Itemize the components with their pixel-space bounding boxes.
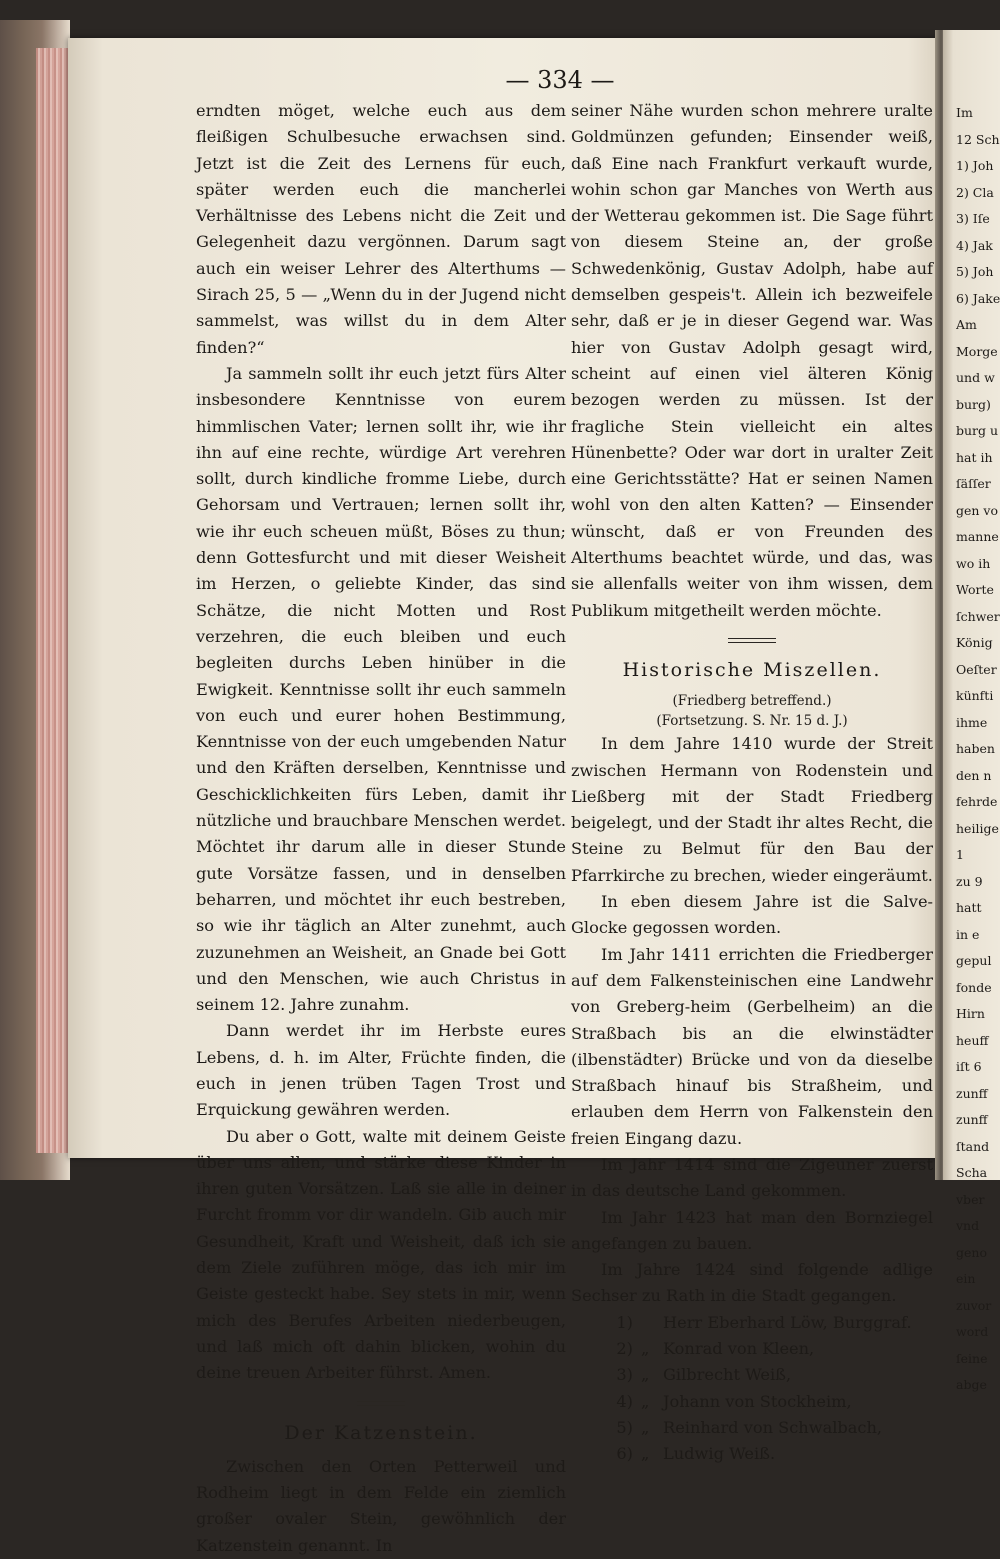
fragment-line: und w (956, 370, 995, 385)
fragment-line: fonde (956, 979, 992, 995)
fragment-line: Scha (956, 1165, 988, 1180)
section-heading: Der Katzenstein. (284, 1421, 478, 1444)
fragment-line: heilige (956, 820, 999, 836)
fragment-line: word (956, 1324, 989, 1339)
fragment-line: ihme (956, 714, 988, 730)
paragraph: In eben diesem Jahre ist die Salve-Glocke gegossen worden. (571, 892, 933, 938)
ditto-mark: „ (641, 1444, 650, 1464)
name-list (571, 1310, 933, 1468)
fragment-line: abge (956, 1377, 987, 1392)
fragment-line: vber (956, 1191, 985, 1207)
list-item (571, 1389, 933, 1415)
list-text: Johann von Stockheim, (663, 1391, 852, 1411)
list-item (571, 1415, 933, 1441)
list-number: 5) (616, 1417, 633, 1437)
fragment-line: manne (956, 529, 999, 544)
paragraph: Im Jahr 1423 hat man den Bornziegel angefangen zu bauen. (571, 1207, 933, 1253)
paragraph: Dann werdet ihr im Herbste eures Lebens, d. h. im Alter, Früchte finden, die euch in jenen trüben Tagen Trost und Erquickung gewähren werden. (196, 1021, 566, 1120)
fragment-line: geno (956, 1244, 987, 1260)
list-number: 6) (616, 1444, 633, 1464)
fragment-line: 6) Jake (956, 290, 1000, 306)
paragraph: Im Jahr 1411 errichten die Friedberger auf dem Falkensteinischen eine Landwehr von Greberg-heim (Gerbelheim) an die Straßbach bis an die elwinstädter (ilbenstädter) Brücke und von da dieselbe Straßbach hinauf bis Straßheim, und erlauben dem Herrn von Falkenstein den freien Eingang dazu. (571, 944, 933, 1148)
fragment-line: Worte (956, 582, 994, 597)
fragment-line: 5) Joh (956, 264, 994, 279)
fragment-line: künfti (956, 688, 994, 703)
list-text: Herr Eberhard Löw, Burggraf. (663, 1312, 912, 1332)
fragment-line: hatt (956, 900, 982, 915)
list-item (571, 1441, 933, 1467)
paragraph: seiner Nähe wurden schon mehrere uralte Goldmünzen gefunden; Einsender weiß, daß Eine nach Frankfurt verkauft wurde, wohin schon gar Manches von Werth aus der Wetterau gekommen ist. Die Sage führt von diesem Steine an, der große Schwedenkönig, Gustav Adolph, habe auf demselben gespeis't. Allein ich bezweifele sehr, daß er je in dieser Gegend war. Was hier von Gustav Adolph gesagt wird, scheint auf einen viel älteren König bezogen werden zu müssen. Ist der fragliche Stein vielleicht ein altes Hünenbette? Oder war dort in uralter Zeit eine Gerichtsstätte? Hat er seinen Namen wohl von den alten Katten? — Einsender wünscht, daß er von Freunden des Alterthums beachtet würde, und das, was sie allenfalls weiter von ihm wissen, dem Publikum mitgetheilt werden möchte. (571, 101, 933, 620)
fragment-line: ein (956, 1271, 976, 1286)
fragment-line: heuff (956, 1032, 989, 1048)
list-text: Gilbrecht Weiß, (663, 1365, 792, 1385)
ditto-mark: „ (641, 1339, 650, 1359)
section-subtitle: (Friedberg betreffend.) (672, 693, 832, 710)
paragraph: In dem Jahre 1410 wurde der Streit zwischen Hermann von Rodenstein und Ließberg mit der Stadt Friedberg beigelegt, und der Stadt ihr altes Recht, die Steine zu Belmut für den Bau der Pfarrkirche zu brechen, wieder eingeräumt. (571, 734, 933, 885)
fragment-line: gepul (956, 953, 992, 968)
paragraph: Du aber o Gott, walte mit deinem Geiste über uns allen, und stärke diese Kinder in ihren guten Vorsätzen. Laß sie alle in deiner Furcht fromm vor dir wandeln. Gib auch mir Gesundheit, Kraft und Weisheit, daß ich sie dem Ziele zuführen möge, das ich mir im Geiste gesteckt habe. Sey stets in mir, wenn mich des Berufes Arbeiten niederbeugen, und laß mich oft dahin blicken, wohin du deine treuen Arbeiter führst. Amen. (196, 1126, 566, 1383)
fragment-line: zunff (956, 1112, 988, 1127)
fragment-line: Oeſter (956, 661, 997, 677)
ditto-mark: „ (641, 1391, 650, 1411)
fragment-line: 12 Sch (956, 131, 1000, 147)
ditto-mark: „ (641, 1417, 650, 1437)
fragment-line: 1) Joh (956, 158, 994, 173)
list-text: Reinhard von Schwalbach, (663, 1417, 883, 1437)
fragment-line: ſtand (956, 1138, 990, 1154)
fragment-line: burg) (956, 396, 991, 412)
fragment-line: Morge (956, 343, 998, 359)
section-divider (728, 638, 776, 643)
ditto-mark: „ (641, 1365, 650, 1385)
fragment-line: hat ih (956, 449, 993, 465)
paragraph: Ja sammeln sollt ihr euch jetzt fürs Alter insbesondere Kenntnisse von eurem himmlischen Vater; lernen sollt ihr, wie ihr ihn auf eine rechte, würdige Art verehren sollt, durch kindliche fromme Liebe, durch Gehorsam und Vertrauen; lernen sollt ihr, wie ihr euch scheuen müßt, Böses zu thun; denn Gottesfurcht und mit dieser Weisheit im Herzen, o geliebte Kinder, das sind Schätze, die nicht Motten und Rost verzehren, die euch bleiben und euch begleiten durchs Leben hinüber in die Ewigkeit. Kenntnisse sollt ihr euch sammeln von euch und eurer hohen Bestimmung, Kenntnisse von der euch umgebenden Natur und den Kräften derselben, Kenntnisse und Geschicklichkeiten fürs Leben, damit ihr nützliche und brauchbare Menschen werdet. Möchtet ihr darum alle in dieser Stunde gute Vorsätze fassen, und in denselben beharren, und möchtet ihr euch bestreben, so wie ihr täglich an Alter zunehmt, auch zuzunehmen an Weisheit, an Gnade bei Gott und den Menschen, wie auch Christus in seinem 12. Jahre zunahm. (196, 363, 566, 1015)
list-text: Konrad von Kleen, (663, 1339, 815, 1359)
page-number: — 334 — (505, 66, 615, 94)
fragment-line: 2) Cla (956, 184, 994, 200)
paragraph: Zwischen den Orten Petterweil und Rodheim liegt in dem Felde ein ziemlich großer ovaler Stein, gewöhnlich der Katzenstein genannt. In (196, 1456, 566, 1555)
right-column (571, 98, 933, 1468)
section-divider (357, 1401, 405, 1406)
fragment-line: iſt 6 (956, 1059, 982, 1074)
fragment-line: den n (956, 767, 992, 783)
section-heading: Historische Miszellen. (622, 658, 882, 681)
section-subtitle: (Fortsetzung. S. Nr. 15 d. J.) (656, 713, 848, 730)
fragment-line: 3) Iſe (956, 211, 990, 226)
fragment-line: fehrde (956, 794, 998, 809)
fragment-line: Im (956, 105, 973, 120)
fragment-line: vnd (956, 1218, 980, 1233)
fragment-line: zunff (956, 1085, 988, 1101)
fragment-line: ſchwer (956, 608, 1000, 624)
fragment-line: in e (956, 926, 980, 942)
fragment-line: haben (956, 741, 995, 756)
fragment-line: zuvor (956, 1297, 992, 1313)
list-text: Ludwig Weiß. (663, 1444, 776, 1464)
paragraph: Im Jahr 1414 sind die Zigeuner zuerst in das deutsche Land gekommen. (571, 1154, 933, 1201)
list-number: 3) (616, 1365, 633, 1385)
paragraph: Im Jahre 1424 sind folgende adlige Sechser zu Rath in die Stadt gegangen. (571, 1260, 933, 1306)
list-number: 1) (616, 1312, 633, 1332)
fragment-line: ſäſſer (956, 476, 991, 491)
fragment-line: wo ih (956, 555, 991, 571)
list-item (571, 1362, 933, 1388)
fragment-line: 1 (956, 847, 964, 862)
ditto-mark (641, 1310, 663, 1336)
facing-page-text (956, 100, 1000, 1399)
fragment-line: ſeine (956, 1350, 988, 1366)
fragment-line: zu 9 (956, 873, 983, 889)
fragment-line: gen vo (956, 502, 999, 518)
left-column (196, 98, 566, 1559)
paragraph: erndten möget, welche euch aus dem fleißigen Schulbesuche erwachsen sind. Jetzt ist die Zeit des Lernens für euch, später werden euch die mancherlei Verhältnisse des Lebens nicht die Zeit und Gelegenheit dazu vergönnen. Darum sagt auch ein weiser Lehrer des Alterthums — Sirach 25, 5 — „Wenn du in der Jugend nicht sammelst, was willst du in dem Alter finden?“ (196, 101, 566, 357)
list-item (571, 1310, 933, 1336)
fragment-line: König (956, 635, 993, 650)
fragment-line: Am (956, 317, 977, 332)
list-number: 2) (616, 1339, 633, 1359)
fragment-line: 4) Jak (956, 237, 993, 253)
fragment-line: burg u (956, 423, 999, 438)
list-number: 4) (616, 1391, 633, 1411)
fragment-line: Hirn (956, 1006, 985, 1021)
list-item (571, 1336, 933, 1362)
